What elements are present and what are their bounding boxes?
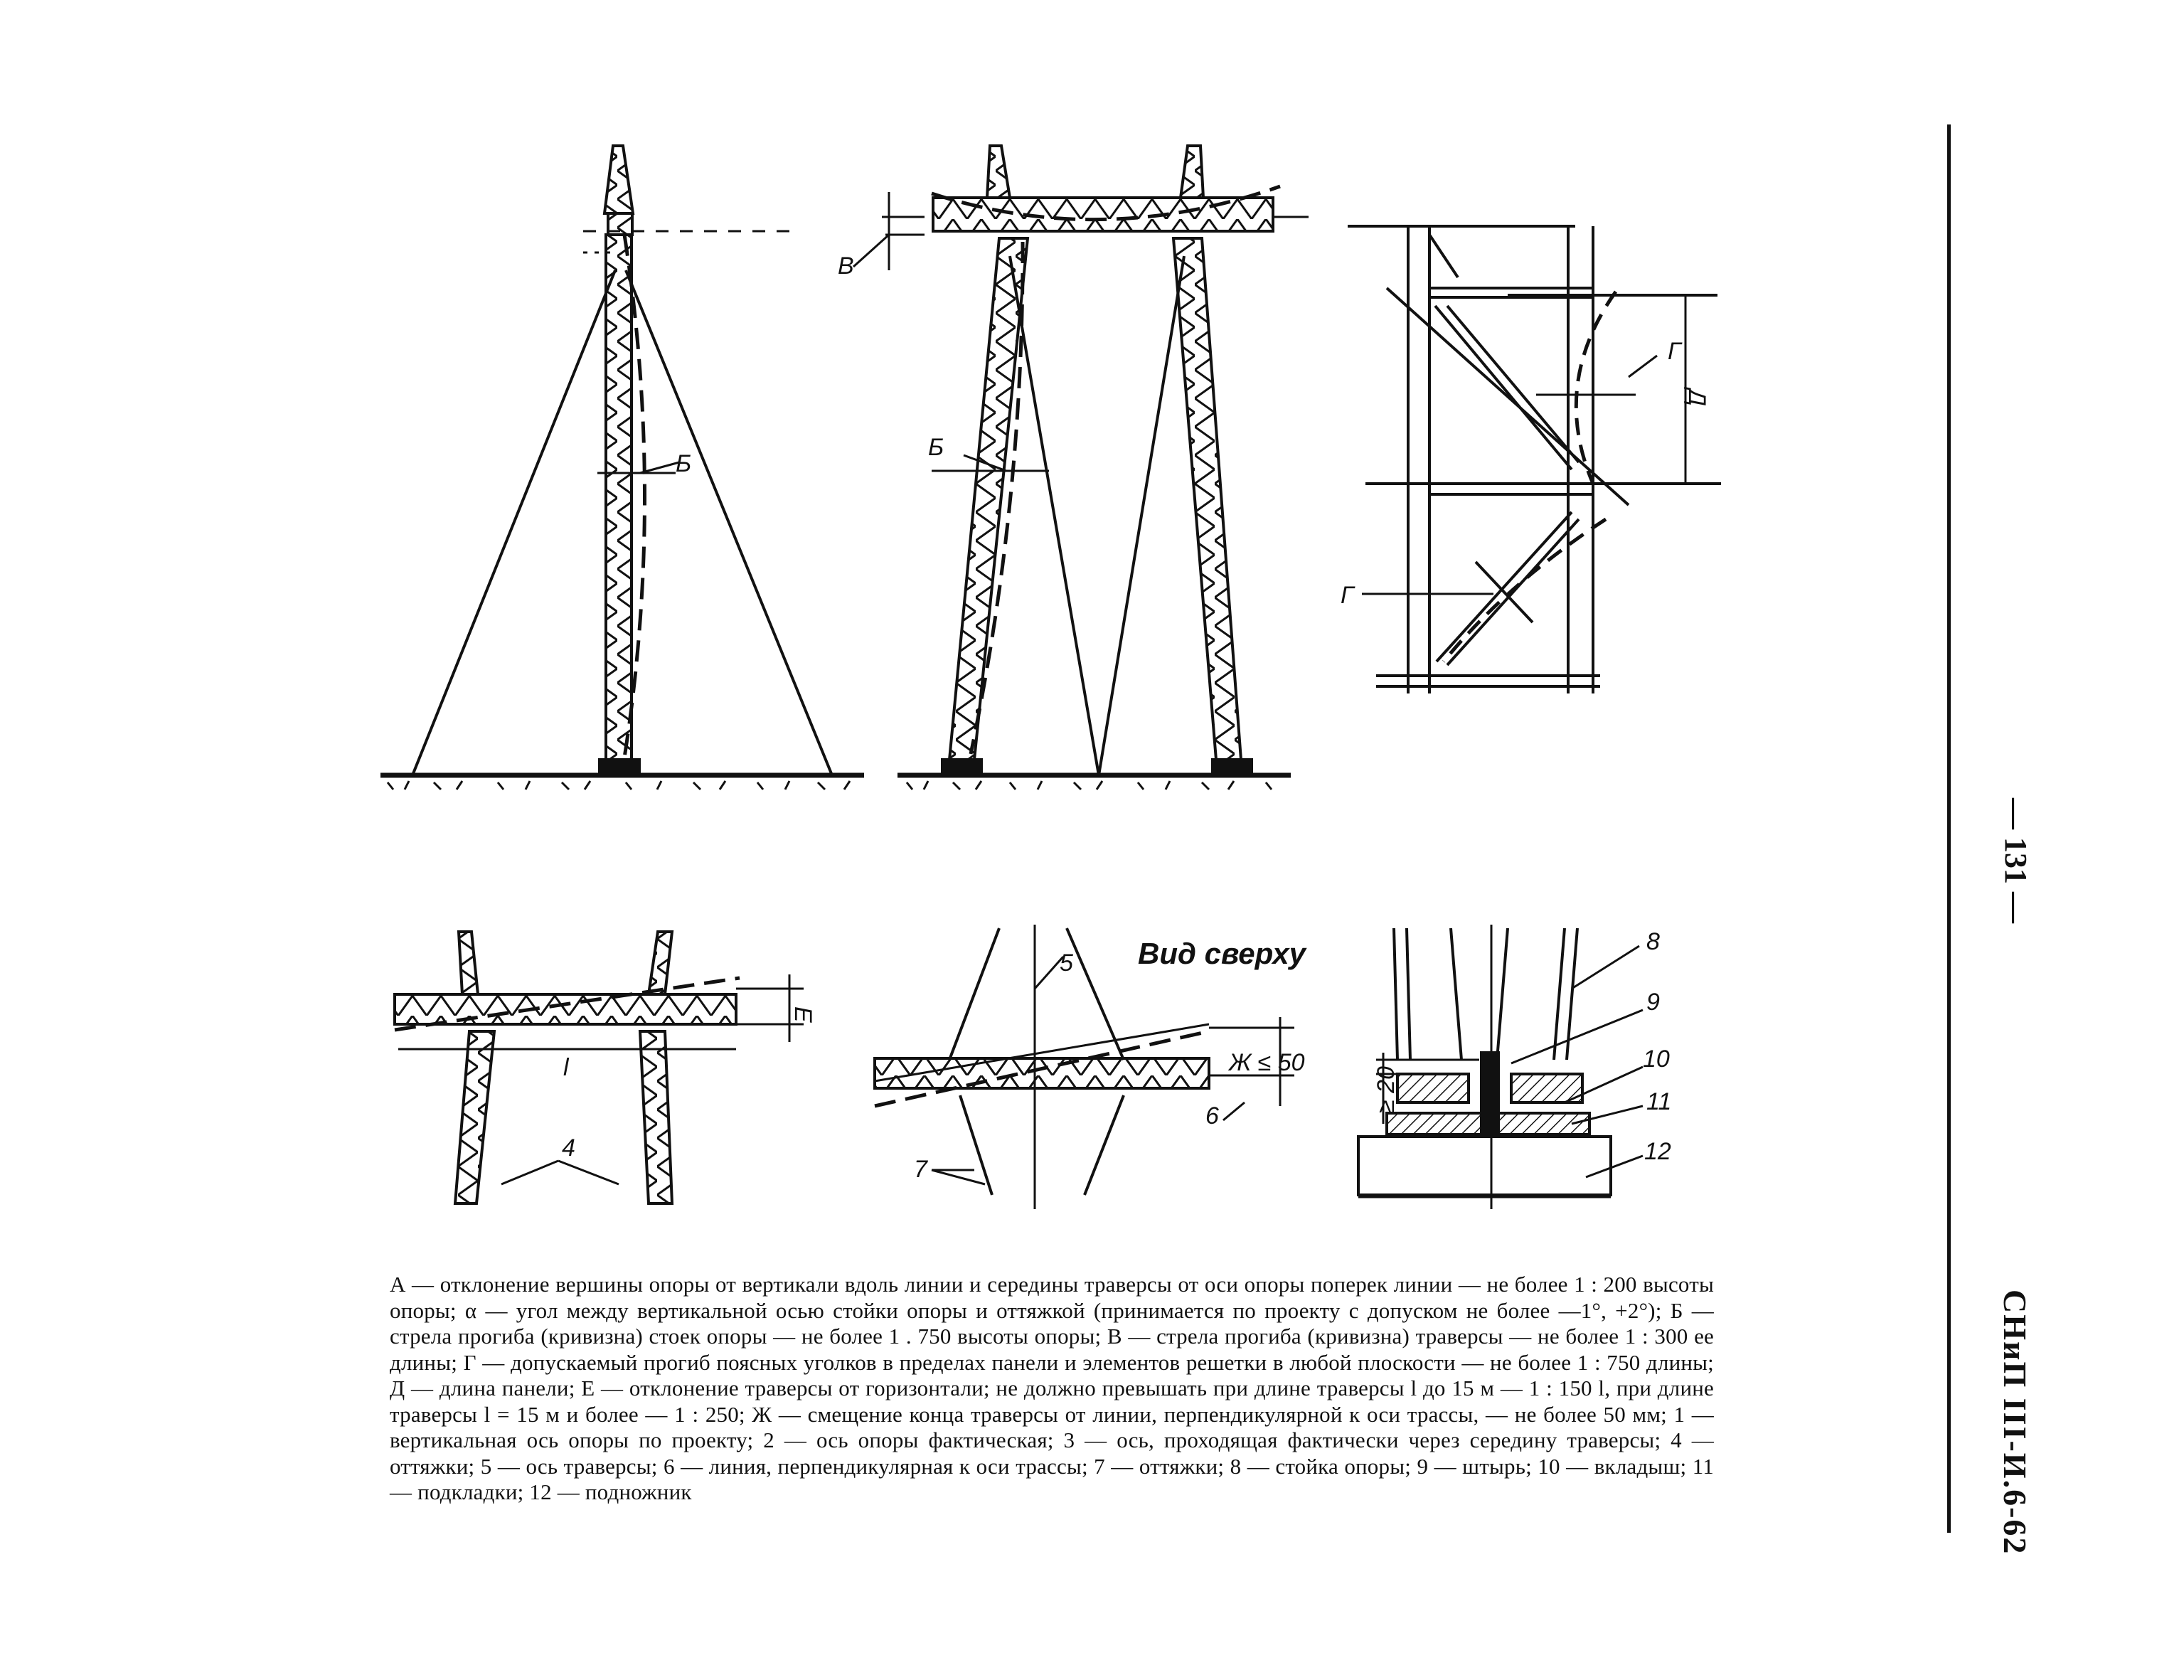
figure-crossarm-deviation — [395, 932, 804, 1203]
figure-caption — [390, 1272, 1714, 1506]
label-g-upper: Г — [1668, 338, 1681, 365]
label-5: 5 — [1060, 950, 1073, 977]
label-b-mid: Б — [928, 434, 944, 461]
page-number: — 131 — — [1998, 798, 2033, 923]
label-top-view: Вид сверху — [1138, 937, 1306, 970]
figure-portal-frame — [853, 146, 1309, 790]
label-v: В — [838, 252, 854, 280]
label-zh-limit: Ж ≤ 50 — [1229, 1049, 1305, 1076]
label-l-length: l — [563, 1054, 569, 1081]
label-d-panel: Д — [1683, 389, 1710, 406]
label-b-left: Б — [676, 450, 692, 477]
label-12: 12 — [1644, 1138, 1671, 1165]
figure-panel-detail — [1348, 226, 1721, 693]
label-g-lower: Г — [1341, 582, 1354, 609]
label-6: 6 — [1205, 1102, 1219, 1129]
label-8: 8 — [1646, 928, 1660, 955]
document-code: СНиП III-И.6-62 — [1997, 1290, 2033, 1556]
label-9: 9 — [1646, 989, 1660, 1016]
label-7: 7 — [914, 1156, 927, 1183]
figure-foundation-detail — [1358, 925, 1643, 1209]
label-ge20: ≥ 20 — [1373, 1066, 1400, 1113]
label-e-deflect: Е — [789, 1006, 816, 1023]
figure-guyed-mast — [380, 146, 864, 790]
label-4: 4 — [562, 1134, 575, 1161]
label-10: 10 — [1643, 1046, 1670, 1073]
caption-text: А — отклонение вершины опоры от вертикали вдоль линии и середины траверсы от оси опоры поперек линии — не более 1 : 200 высоты опоры; α — угол между вертикальной осью стойки опоры и оттяжкой (принимается по проекту с допуском не более —1°, +2°); Б — стрела прогиба (кривизна) стоек опоры — не более 1 . 750 высоты опоры; В — стрела прогиба (кривизна) траверсы — не более 1 : 300 ее длины; Г — допускаемый прогиб поясных уголков в пределах панели и элементов решетки в любой плоскости — не более 1 : 750 длины; Д — длина панели; Е — отклонение траверсы от горизонтали; не должно превышать при длине траверсы l до 15 м — 1 : 150 l, при длине траверсы l = 15 м и более — 1 : 250; Ж — смещение конца траверсы от линии, перпендикулярной к оси трассы, — не более 50 мм; 1 — вертикальная ось опоры по проекту; 2 — ось опоры фактическая; 3 — ось, проходящая фактически через середину траверсы; 4 — оттяжки; 5 — ось траверсы; 6 — линия, перпендикулярная к оси трассы; 7 — оттяжки; 8 — стойка опоры; 9 — штырь; 10 — вкладыш; 11 — подкладки; 12 — подножник — [390, 1272, 1714, 1504]
label-11: 11 — [1646, 1088, 1672, 1115]
